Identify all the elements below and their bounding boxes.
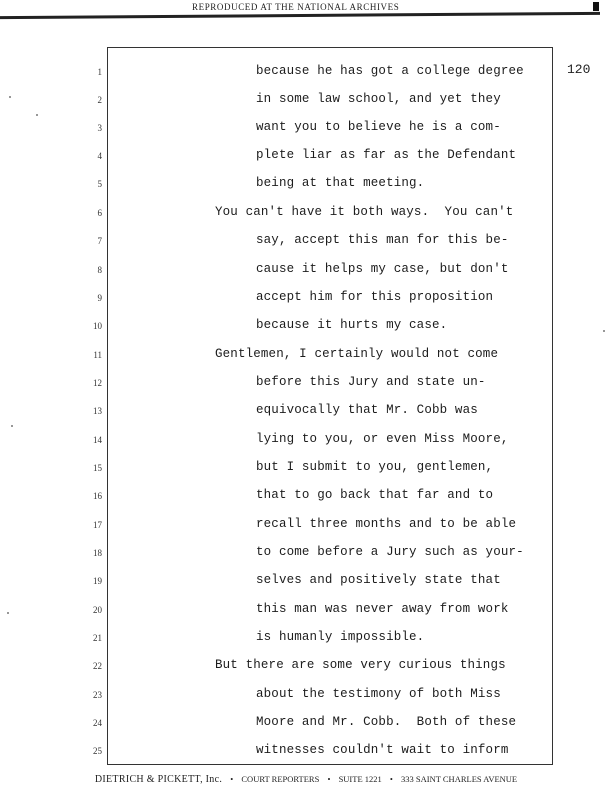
line-number: 7 bbox=[97, 236, 102, 246]
transcript-line: want you to believe he is a com- bbox=[256, 120, 501, 134]
transcript-line: say, accept this man for this be- bbox=[256, 233, 509, 247]
transcript-line: equivocally that Mr. Cobb was bbox=[256, 403, 478, 417]
footer-separator: • bbox=[389, 774, 393, 784]
transcript-line: to come before a Jury such as your- bbox=[256, 545, 524, 559]
transcript-line: because he has got a college degree bbox=[256, 64, 524, 78]
footer-separator: • bbox=[230, 774, 234, 784]
footer-firm: DIETRICH & PICKETT, Inc. bbox=[94, 774, 223, 785]
line-number: 22 bbox=[93, 661, 102, 671]
line-number: 20 bbox=[93, 605, 102, 615]
scan-speck bbox=[36, 114, 38, 116]
transcript-line: You can't have it both ways. You can't bbox=[215, 205, 514, 219]
line-number: 1 bbox=[97, 67, 102, 77]
transcript-line: this man was never away from work bbox=[256, 602, 509, 616]
transcript-line: accept him for this proposition bbox=[256, 290, 494, 304]
footer-separator: • bbox=[327, 774, 331, 784]
transcript-line: before this Jury and state un- bbox=[256, 375, 486, 389]
line-number: 16 bbox=[93, 491, 102, 501]
footer-address: 333 SAINT CHARLES AVENUE bbox=[401, 774, 518, 784]
line-number: 25 bbox=[93, 746, 102, 756]
header-rule bbox=[0, 12, 600, 19]
transcript-line: Gentlemen, I certainly would not come bbox=[215, 347, 499, 361]
transcript-line: But there are some very curious things bbox=[215, 658, 506, 672]
footer-service: COURT REPORTERS bbox=[241, 774, 320, 784]
line-number: 24 bbox=[93, 718, 102, 728]
transcript-line: plete liar as far as the Defendant bbox=[256, 148, 517, 162]
transcript-line: that to go back that far and to bbox=[256, 488, 494, 502]
line-number: 15 bbox=[93, 463, 102, 473]
transcript-line: because it hurts my case. bbox=[256, 318, 448, 332]
scan-speck bbox=[7, 612, 9, 614]
transcript-line: is humanly impossible. bbox=[256, 630, 425, 644]
line-number: 18 bbox=[93, 548, 102, 558]
transcript-line: Moore and Mr. Cobb. Both of these bbox=[256, 715, 517, 729]
line-number: 12 bbox=[93, 378, 102, 388]
page-number: 120 bbox=[567, 62, 591, 77]
line-number: 10 bbox=[93, 321, 102, 331]
line-number: 19 bbox=[93, 576, 102, 586]
transcript-line: selves and positively state that bbox=[256, 573, 501, 587]
line-number: 8 bbox=[97, 265, 102, 275]
transcript-line: lying to you, or even Miss Moore, bbox=[256, 432, 509, 446]
line-number: 11 bbox=[93, 350, 102, 360]
footer-suite: SUITE 1221 bbox=[338, 774, 382, 784]
transcript-line: recall three months and to be able bbox=[256, 517, 517, 531]
line-number: 21 bbox=[93, 633, 102, 643]
scan-speck bbox=[9, 96, 11, 98]
transcript-line: witnesses couldn't wait to inform bbox=[256, 743, 509, 757]
line-number: 5 bbox=[97, 179, 102, 189]
line-number: 13 bbox=[93, 406, 102, 416]
reporter-footer bbox=[0, 774, 612, 785]
line-number: 2 bbox=[97, 95, 102, 105]
line-number: 3 bbox=[97, 123, 102, 133]
line-number: 6 bbox=[97, 208, 102, 218]
line-number: 9 bbox=[97, 293, 102, 303]
line-number: 4 bbox=[97, 151, 102, 161]
archive-stamp-header bbox=[0, 0, 612, 24]
transcript-line: cause it helps my case, but don't bbox=[256, 262, 509, 276]
transcript-line: but I submit to you, gentlemen, bbox=[256, 460, 494, 474]
archive-stamp-text: REPRODUCED AT THE NATIONAL ARCHIVES bbox=[189, 2, 402, 12]
header-mark bbox=[593, 2, 599, 11]
transcript-line: about the testimony of both Miss bbox=[256, 687, 501, 701]
scan-speck bbox=[603, 330, 605, 332]
transcript-line: in some law school, and yet they bbox=[256, 92, 501, 106]
scan-speck bbox=[11, 425, 13, 427]
line-number: 23 bbox=[93, 690, 102, 700]
transcript-line: being at that meeting. bbox=[256, 176, 425, 190]
line-number: 17 bbox=[93, 520, 102, 530]
line-number: 14 bbox=[93, 435, 102, 445]
